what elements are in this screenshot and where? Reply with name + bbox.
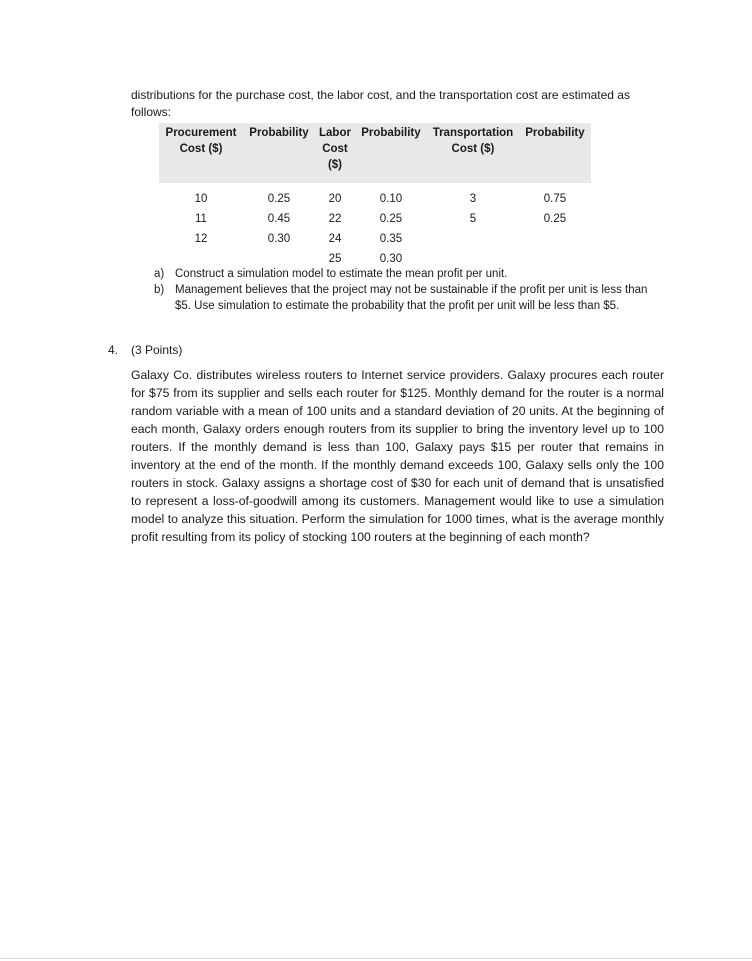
header-procurement-cost: Procurement Cost ($) (159, 123, 243, 183)
list-marker: b) (154, 284, 165, 296)
subquestion-list (154, 266, 652, 314)
table-row (159, 229, 591, 249)
table-cell: 0.45 (267, 213, 291, 225)
table-cell (519, 229, 591, 249)
table-cell: 11 (195, 213, 207, 225)
list-item-text: Construct a simulation model to estimate the mean profit per unit. (175, 268, 508, 280)
table-row (159, 209, 591, 229)
table-cell: 0.25 (543, 213, 567, 225)
table-row (159, 183, 591, 209)
question-points: (3 Points) (131, 343, 183, 357)
table-cell: 0.35 (379, 233, 403, 245)
header-transportation-cost: Transportation Cost ($) (427, 123, 519, 183)
table-cell: 25 (328, 253, 342, 265)
header-probability-3: Probability (519, 123, 591, 183)
page-bottom-divider (0, 958, 752, 959)
list-marker: a) (154, 268, 165, 280)
list-item (154, 282, 652, 314)
table-cell: 0.25 (267, 193, 291, 205)
table-cell: 0.75 (543, 193, 567, 205)
table-cell: 0.25 (379, 213, 403, 225)
header-probability-1: Probability (243, 123, 315, 183)
question-4-body: Galaxy Co. distributes wireless routers to Internet service providers. Galaxy procures each router for $75 from its supplier and sells each router for $125. Monthly demand for the router is a normal random variable with a mean of 100 units and a standard deviation of 20 units. At the beginning of each month, Galaxy orders enough routers from its supplier to bring the inventory level up to 100 routers. If the monthly demand is less than 100, Galaxy pays $15 per router that remains in inventory at the end of the month. If the monthly demand exceeds 100, Galaxy sells only the 100 routers in stock. Galaxy assigns a shortage cost of $30 for each unit of demand that is unsatisfied to represent a loss-of-goodwill among its customers. Management would like to use a simulation model to analyze this situation. Perform the simulation for 1000 times, what is the average monthly profit resulting from its policy of stocking 100 routers at the beginning of each month? (131, 368, 664, 544)
table-cell: 20 (328, 193, 342, 205)
cost-distribution-table (159, 123, 591, 269)
question-4-heading (108, 343, 182, 357)
table-cell: 22 (328, 213, 342, 225)
table-cell: 24 (328, 233, 342, 245)
intro-text: distributions for the purchase cost, the labor cost, and the transportation cost are estimated as follows: (131, 88, 630, 119)
question-number: 4. (108, 343, 119, 357)
list-item (154, 266, 652, 282)
header-probability-2: Probability (355, 123, 427, 183)
table-cell: 0.30 (379, 253, 403, 265)
table-cell: 0.30 (267, 233, 291, 245)
table-cell: 10 (194, 193, 208, 205)
table-cell: 12 (194, 233, 208, 245)
table-cell: 0.10 (379, 193, 403, 205)
table-cell: 5 (469, 213, 477, 225)
table-cell: 3 (469, 193, 477, 205)
table-cell (427, 229, 519, 249)
header-labor-cost: Labor Cost ($) (315, 123, 355, 183)
list-item-text: Management believes that the project may not be sustainable if the profit per unit is less than $5. Use simulation to estimate the probability that the profit per unit will be less than $5. (175, 284, 648, 312)
table-header-row (159, 123, 591, 183)
